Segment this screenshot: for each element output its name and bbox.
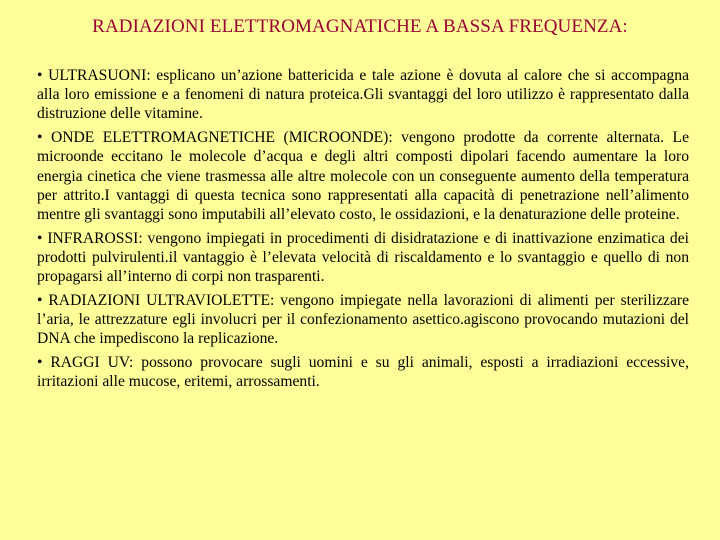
bullet: • (37, 129, 43, 147)
bullet: • (37, 229, 43, 247)
term-raggi-uv: RAGGI UV (50, 353, 130, 371)
paragraph-text: : esplicano un’azione battericida e tale azione è dovuta al calore che si accompagna alla loro emissione e a fenomeni di natura proteica.Gli svantaggi del loro utilizzo è rappresentato dalla distruzione delle vitamine. (37, 67, 689, 123)
bullet: • (37, 67, 43, 84)
paragraph-infrarossi (37, 229, 689, 287)
paragraph-text: : possono provocare sugli uomini e su gli animali, esposti a irradiazioni eccessive, irritazioni alle mucose, eritemi, arrossamenti. (37, 353, 689, 391)
bullet: • (37, 291, 43, 309)
paragraph-raggi-uv (37, 353, 689, 391)
paragraph-text: : vengono impiegati in procedimenti di disidratazione e di inattivazione enzimatica dei prodotti pulvirulenti.il vantaggio è l’elevata velocità di riscaldamento e lo svantaggio e quello di non propagarsi all’interno di corpi non trasparenti. (37, 229, 689, 286)
term-infrarossi: INFRAROSSI (47, 229, 139, 247)
term-ultrasuoni: ULTRASUONI (48, 67, 147, 84)
bullet: • (37, 353, 43, 371)
paragraph-text: : vengono impiegate nella lavorazioni di alimenti per sterilizzare l’aria, le attrezzature egli involucri per il confezionamento asettico.agiscono provocando mutazioni del DNA che impediscono la replicazione. (37, 291, 689, 348)
slide-title: RADIAZIONI ELETTROMAGNATICHE A BASSA FREQUENZA: (92, 16, 628, 37)
paragraph-ultraviolette (37, 291, 689, 349)
paragraph-ultrasuoni (37, 66, 689, 124)
paragraph-text: : vengono prodotte da corrente alternata. Le microonde eccitano le molecole d’acqua e degli altri composti dipolari facendo aumentare la loro energia cinetica che viene trasmessa alle altre molecole con un conseguente aumento della temperatura per attrito.I vantaggi di questa tecnica sono rappresentati alla capacità di penetrazione nell’alimento mentre gli svantaggi sono imputabili all’elevato costo, le ossidazioni, e la denaturazione delle proteine. (37, 129, 689, 223)
term-microonde: ONDE ELETTROMAGNETICHE (MICROONDE) (50, 129, 389, 147)
paragraph-microonde (37, 128, 689, 224)
term-ultraviolette: RADIAZIONI ULTRAVIOLETTE (48, 291, 271, 309)
slide-body (37, 66, 689, 396)
